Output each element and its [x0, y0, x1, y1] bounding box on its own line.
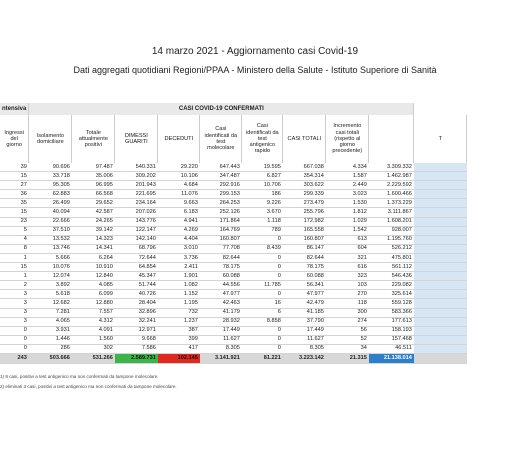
table-cell: 616	[326, 263, 369, 272]
table-cell: 3.736	[158, 253, 200, 262]
table-cell-empty	[414, 299, 467, 308]
table-row	[0, 317, 499, 326]
table-cell-empty	[414, 181, 467, 190]
table-cell: 97.487	[72, 163, 115, 172]
table-cell: 16	[242, 299, 283, 308]
band-spacer	[414, 103, 499, 115]
table-cell: 160.807	[200, 235, 242, 244]
total-cell: 503.666	[29, 353, 72, 363]
col-test-antigenico: Casi identificati da test antigenico rapido	[242, 115, 283, 163]
table-cell: 35.006	[72, 172, 115, 181]
table-cell: 207.026	[115, 208, 158, 217]
table-row	[0, 226, 499, 235]
table-cell: 0	[0, 326, 29, 335]
table-cell: 399	[158, 335, 200, 344]
table-row	[0, 172, 499, 181]
table-cell: 28.404	[115, 299, 158, 308]
table-cell: 221.695	[115, 190, 158, 199]
table-cell: 0	[242, 235, 283, 244]
table-cell: 51.744	[115, 281, 158, 290]
col-guariti: DIMESSI GUARITI	[115, 115, 158, 163]
table-cell: 1.237	[158, 317, 200, 326]
table-cell: 7.281	[29, 308, 72, 317]
table-cell: 26.499	[29, 199, 72, 208]
table-cell: 0	[242, 290, 283, 299]
table-cell: 186	[242, 190, 283, 199]
table-cell: 0	[242, 344, 283, 353]
table-row	[0, 217, 499, 226]
table-cell: 29.220	[158, 163, 200, 172]
table-cell: 13.532	[29, 235, 72, 244]
table-cell: 3	[0, 290, 29, 299]
table-cell: 15	[0, 208, 29, 217]
table-cell-empty	[414, 235, 467, 244]
table-cell: 41.185	[283, 308, 326, 317]
table-cell: 583.366	[369, 308, 414, 317]
table-cell: 475.801	[369, 253, 414, 262]
table-cell: 4.684	[158, 181, 200, 190]
table-cell: 66.568	[72, 190, 115, 199]
table-row	[0, 190, 499, 199]
table-cell: 12.074	[29, 272, 72, 281]
page-title: 14 marzo 2021 - Aggiornamento casi Covid-19	[151, 46, 359, 57]
total-cell: 21.138.014	[369, 353, 414, 363]
total-cell: 243	[0, 353, 29, 363]
table-cell: 4.269	[158, 226, 200, 235]
table-cell: 35	[0, 199, 29, 208]
table-cell: 8.305	[200, 344, 242, 353]
table-cell: 142.140	[115, 235, 158, 244]
table-cell: 1.812	[326, 208, 369, 217]
table-cell: 39	[0, 163, 29, 172]
table-cell: 122.147	[115, 226, 158, 235]
table-cell: 1.446	[29, 335, 72, 344]
table-cell: 0	[242, 272, 283, 281]
table-cell: 14.341	[72, 244, 115, 253]
table-cell: 33.718	[29, 172, 72, 181]
table-cell: 3	[0, 299, 29, 308]
table-cell: 15	[0, 263, 29, 272]
total-cell-empty	[414, 353, 467, 363]
table-cell-empty	[414, 290, 467, 299]
table-cell: 2	[0, 281, 29, 290]
table-row	[0, 263, 499, 272]
col-incremento: Incremento casi totali (rispetto al giorno precedente)	[326, 115, 369, 163]
table-cell: 273.479	[283, 199, 326, 208]
table-cell: 0	[242, 335, 283, 344]
table-cell: 42.587	[72, 208, 115, 217]
table-cell: 40.726	[115, 290, 158, 299]
table-cell: 1.195.760	[369, 235, 414, 244]
table-cell: 559.128	[369, 299, 414, 308]
table-body	[0, 163, 499, 363]
table-cell: 6.099	[72, 290, 115, 299]
table-cell-empty	[414, 263, 467, 272]
table-cell: 3.931	[29, 326, 72, 335]
table-cell: 540.331	[115, 163, 158, 172]
table-row	[0, 326, 499, 335]
table-cell: 1.462.987	[369, 172, 414, 181]
table-cell: 165.558	[283, 226, 326, 235]
table-cell: 29.652	[72, 199, 115, 208]
col-attualmente-positivi: Totale attualmente positivi	[72, 115, 115, 163]
table-cell: 789	[242, 226, 283, 235]
table-cell: 23	[0, 217, 29, 226]
table-cell: 86.147	[283, 244, 326, 253]
table-cell: 2.411	[158, 263, 200, 272]
table-cell: 321	[326, 253, 369, 262]
table-cell: 255.796	[283, 208, 326, 217]
table-cell: 1	[0, 253, 29, 262]
table-cell: 347.487	[200, 172, 242, 181]
footnote: 2) eliminati 3 casi, positivi a test antigenico ma non confermati da tampone molecolare.	[0, 383, 177, 389]
table-cell: 27	[0, 181, 29, 190]
table-cell: 264.253	[200, 199, 242, 208]
table-cell: 118	[326, 299, 369, 308]
table-cell: 0	[0, 344, 29, 353]
col-deceduti: DECEDUTI	[158, 115, 200, 163]
table-cell: 8.439	[242, 244, 283, 253]
table-cell: 1.082	[158, 281, 200, 290]
table-row	[0, 253, 499, 262]
totals-row	[0, 353, 499, 363]
table-cell: 82.644	[283, 253, 326, 262]
table-cell: 274	[326, 317, 369, 326]
table-cell: 39.142	[72, 226, 115, 235]
table-cell: 1.608.201	[369, 217, 414, 226]
table-cell: 60.088	[200, 272, 242, 281]
table-cell: 732	[158, 308, 200, 317]
total-cell: 3.223.142	[283, 353, 326, 363]
table-cell: 41.179	[200, 308, 242, 317]
table-cell: 42.479	[283, 299, 326, 308]
table-cell: 90.696	[29, 163, 72, 172]
total-cell: 3.141.921	[200, 353, 242, 363]
table-cell: 2.229.592	[369, 181, 414, 190]
table-cell-empty	[414, 344, 467, 353]
footnotes	[0, 372, 177, 391]
total-cell: 2.589.731	[115, 353, 158, 363]
footnote: 1) 8 casi, positivi a test antigenico ma non confermati da tampone molecolare.	[0, 374, 159, 379]
table-cell: 270	[326, 290, 369, 299]
table-cell: 6.264	[72, 253, 115, 262]
table-cell: 4.941	[158, 217, 200, 226]
table-cell: 34	[326, 344, 369, 353]
table-cell: 171.864	[200, 217, 242, 226]
table-cell: 7.586	[115, 344, 158, 353]
table-row	[0, 208, 499, 217]
table-cell: 14.323	[72, 235, 115, 244]
table-cell-empty	[414, 244, 467, 253]
table-cell: 6.827	[242, 172, 283, 181]
table-cell: 4.091	[72, 326, 115, 335]
table-cell: 32.896	[115, 308, 158, 317]
table-cell: 0	[0, 335, 29, 344]
table-cell-empty	[414, 217, 467, 226]
table-cell-empty	[414, 272, 467, 281]
col-casi-totali: CASI TOTALI	[283, 115, 326, 163]
table-cell: 4.085	[72, 281, 115, 290]
table-cell: 17.449	[283, 326, 326, 335]
table-cell: 604	[326, 244, 369, 253]
total-cell: 21.315	[326, 353, 369, 363]
table-cell: 325.614	[369, 290, 414, 299]
table-cell: 46.511	[369, 344, 414, 353]
table-cell: 28.932	[200, 317, 242, 326]
table-cell: 4.334	[326, 163, 369, 172]
table-cell: 4.312	[72, 317, 115, 326]
table-cell: 299.153	[200, 190, 242, 199]
table-cell: 292.916	[200, 181, 242, 190]
table-row	[0, 308, 499, 317]
table-cell: 1.901	[158, 272, 200, 281]
table-cell-empty	[414, 335, 467, 344]
table-cell: 7.557	[72, 308, 115, 317]
table-cell: 82.644	[200, 253, 242, 262]
table-cell-empty	[414, 190, 467, 199]
table-cell: 387	[158, 326, 200, 335]
table-cell: 0	[242, 326, 283, 335]
table-cell: 0	[242, 263, 283, 272]
table-cell: 1.560	[72, 335, 115, 344]
table-cell: 300	[326, 308, 369, 317]
table-cell: 5.666	[29, 253, 72, 262]
table-cell: 5.618	[29, 290, 72, 299]
table-cell: 96.995	[72, 181, 115, 190]
table-cell-empty	[414, 317, 467, 326]
table-cell: 45.347	[115, 272, 158, 281]
table-cell: 37.510	[29, 226, 72, 235]
table-cell: 252.126	[200, 208, 242, 217]
table-cell: 158.193	[369, 326, 414, 335]
table-cell: 3.670	[242, 208, 283, 217]
table-cell: 1.542	[326, 226, 369, 235]
table-cell-empty	[414, 326, 467, 335]
table-cell: 47.977	[283, 290, 326, 299]
band-left-label: ntensiva	[0, 103, 29, 115]
table-cell: 6.183	[158, 208, 200, 217]
table-cell: 157.468	[369, 335, 414, 344]
table-cell: 11.627	[200, 335, 242, 344]
table-cell: 37.790	[283, 317, 326, 326]
table-row	[0, 199, 499, 208]
table-cell-empty	[414, 308, 467, 317]
table-cell-empty	[414, 163, 467, 172]
table-cell: 8.305	[283, 344, 326, 353]
table-cell: 3.111.867	[369, 208, 414, 217]
table-cell-empty	[414, 281, 467, 290]
table-cell: 143.776	[115, 217, 158, 226]
data-table-container	[0, 103, 510, 362]
total-cell: 81.221	[242, 353, 283, 363]
table-cell: 24.265	[72, 217, 115, 226]
table-cell: 3.892	[29, 281, 72, 290]
table-row	[0, 290, 499, 299]
col-truncated: T	[414, 115, 467, 163]
table-cell: 3	[0, 308, 29, 317]
band-title: CASI COVID-19 CONFERMATI	[29, 103, 414, 115]
col-test-molecolare: Casi identificati da test molecolare	[200, 115, 242, 163]
table-cell: 19.595	[242, 163, 283, 172]
table-cell: 302	[72, 344, 115, 353]
table-cell: 12.971	[115, 326, 158, 335]
table-cell: 32.241	[115, 317, 158, 326]
table-cell: 77.708	[200, 244, 242, 253]
table-cell: 60.088	[283, 272, 326, 281]
table-cell: 13.746	[29, 244, 72, 253]
table-row	[0, 235, 499, 244]
table-cell: 323	[326, 272, 369, 281]
table-cell-empty	[414, 226, 467, 235]
total-cell: 531.266	[72, 353, 115, 363]
table-cell: 11.076	[158, 190, 200, 199]
table-cell: 2.449	[326, 181, 369, 190]
table-cell: 56	[326, 326, 369, 335]
col-persone-testate: Totale persone testate	[369, 115, 414, 163]
table-cell: 6	[242, 308, 283, 317]
table-cell: 928.007	[369, 226, 414, 235]
table-cell: 68.796	[115, 244, 158, 253]
col-isolamento: Isolamento domiciliare	[29, 115, 72, 163]
table-cell: 40.094	[29, 208, 72, 217]
col-ingressi: Ingressi del giorno	[0, 115, 29, 163]
table-cell: 1.600.466	[369, 190, 414, 199]
table-cell: 3.010	[158, 244, 200, 253]
table-cell: 1.152	[158, 290, 200, 299]
table-cell: 3.023	[326, 190, 369, 199]
table-row	[0, 335, 499, 344]
table-row	[0, 281, 499, 290]
table-cell-empty	[414, 208, 467, 217]
table-cell: 8.858	[242, 317, 283, 326]
table-cell: 0	[242, 253, 283, 262]
table-cell: 546.436	[369, 272, 414, 281]
table-cell: 4.404	[158, 235, 200, 244]
table-cell: 8	[0, 244, 29, 253]
table-cell: 9.226	[242, 199, 283, 208]
table-cell: 1.118	[242, 217, 283, 226]
table-cell: 1.373.229	[369, 199, 414, 208]
table-cell: 1.029	[326, 217, 369, 226]
table-cell: 62.883	[29, 190, 72, 199]
total-cell: 102.145	[158, 353, 200, 363]
table-row	[0, 181, 499, 190]
table-cell: 9.668	[115, 335, 158, 344]
table-cell: 417	[158, 344, 200, 353]
table-cell: 1.587	[326, 172, 369, 181]
table-cell: 95.305	[29, 181, 72, 190]
covid-table	[0, 103, 499, 364]
table-cell: 12.880	[72, 299, 115, 308]
table-cell: 11.785	[242, 281, 283, 290]
table-cell: 3.309.332	[369, 163, 414, 172]
table-cell: 10.706	[242, 181, 283, 190]
table-cell: 12.840	[72, 272, 115, 281]
table-cell: 526.212	[369, 244, 414, 253]
table-row	[0, 344, 499, 353]
table-cell: 10.076	[29, 263, 72, 272]
table-cell: 1.530	[326, 199, 369, 208]
table-cell: 309.202	[115, 172, 158, 181]
table-cell: 4.065	[29, 317, 72, 326]
table-row	[0, 272, 499, 281]
page-subtitle: Dati aggregati quotidiani Regioni/PPAA - Ministero della Salute - Istituto Superiore di Sanità	[73, 65, 437, 75]
table-cell: 229.082	[369, 281, 414, 290]
table-cell: 667.038	[283, 163, 326, 172]
table-cell: 1	[0, 272, 29, 281]
table-cell: 172.982	[283, 217, 326, 226]
table-cell: 303.622	[283, 181, 326, 190]
table-cell: 1.195	[158, 299, 200, 308]
table-cell: 9.663	[158, 199, 200, 208]
table-cell: 11.627	[283, 335, 326, 344]
table-cell: 10.910	[72, 263, 115, 272]
table-cell: 613	[326, 235, 369, 244]
table-cell: 647.443	[200, 163, 242, 172]
table-cell: 56.341	[283, 281, 326, 290]
table-cell: 103	[326, 281, 369, 290]
table-cell: 47.977	[200, 290, 242, 299]
table-cell: 201.943	[115, 181, 158, 190]
table-cell: 164.769	[200, 226, 242, 235]
table-cell: 64.854	[115, 263, 158, 272]
table-cell: 72.644	[115, 253, 158, 262]
table-cell: 561.112	[369, 263, 414, 272]
table-cell: 36	[0, 190, 29, 199]
table-cell: 4	[0, 235, 29, 244]
table-cell: 12.682	[29, 299, 72, 308]
table-cell: 234.164	[115, 199, 158, 208]
table-row	[0, 244, 499, 253]
table-cell: 286	[29, 344, 72, 353]
table-cell: 3	[0, 317, 29, 326]
table-cell: 44.556	[200, 281, 242, 290]
table-row	[0, 299, 499, 308]
table-cell: 5	[0, 226, 29, 235]
table-cell: 17.449	[200, 326, 242, 335]
table-cell: 42.463	[200, 299, 242, 308]
table-cell: 78.175	[283, 263, 326, 272]
table-cell-empty	[414, 199, 467, 208]
table-cell: 160.807	[283, 235, 326, 244]
table-cell: 354.314	[283, 172, 326, 181]
table-cell: 78.175	[200, 263, 242, 272]
table-row	[0, 163, 499, 172]
table-cell: 177.613	[369, 317, 414, 326]
table-cell: 15	[0, 172, 29, 181]
table-cell: 52	[326, 335, 369, 344]
table-cell: 299.339	[283, 190, 326, 199]
table-cell: 10.106	[158, 172, 200, 181]
table-cell-empty	[414, 253, 467, 262]
table-cell-empty	[414, 172, 467, 181]
table-cell: 22.666	[29, 217, 72, 226]
